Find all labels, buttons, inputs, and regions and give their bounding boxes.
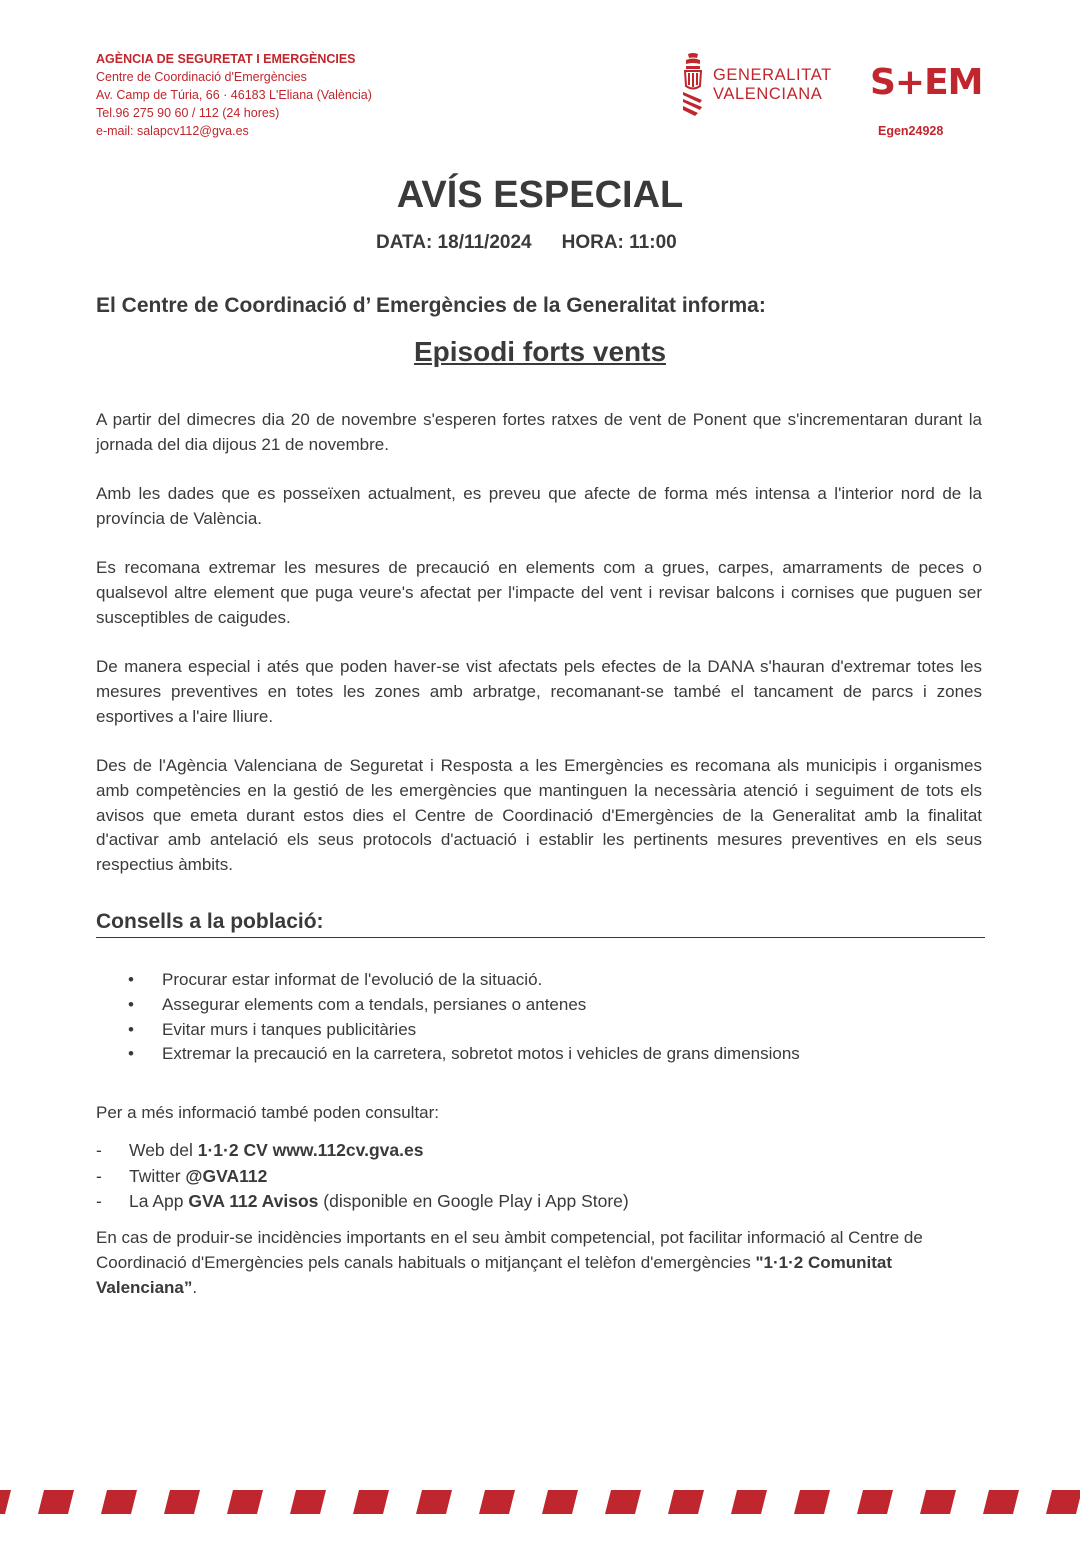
stripe-segment — [416, 1490, 452, 1514]
agency-email: e-mail: salapcv112@gva.es — [96, 124, 249, 138]
advice-list — [126, 968, 800, 1067]
episode-title: Episodi forts vents — [413, 336, 667, 367]
paragraph: De manera especial i atés que poden haver-se vist afectats pels efectes de la DANA s'hauran d'extremar totes les mesures preventives en totes les zones amb arbratge, recomanant-se també el tancament de parcs i zones esportives a l'aire lliure. — [96, 657, 982, 726]
web-link[interactable]: 1·1·2 CV www.112cv.gva.es — [197, 1140, 424, 1160]
document-code: Egen24928 — [878, 124, 944, 138]
paragraph: Amb les dades que es posseïxen actualment, es preveu que afecte de forma més intensa a l'interior nord de la província de València. — [96, 484, 982, 528]
date-time-line — [376, 232, 677, 254]
app-name: GVA 112 Avisos — [188, 1191, 319, 1211]
stripe-segment — [857, 1490, 893, 1514]
closing-text: En cas de produir-se incidències importants en el seu àmbit competencial, pot facilitar informació al Centre de Coordinació d'Emergències pels canals habituals o mitjançant el telèfon d'emergències — [96, 1228, 923, 1272]
list-item — [96, 1189, 629, 1215]
agency-name: AGÈNCIA DE SEGURETAT I EMERGÈNCIES — [96, 52, 356, 66]
paragraph: Des de l'Agència Valenciana de Seguretat i Resposta a les Emergències es recomana als municipis i organismes amb competències en la gestió de les emergències que mantinguen la necessària atenció i seguiment de tots els avisos que emeta durant estos dies el Centre de Coordinació d'Emergències de la Generalitat amb la finalitat d'activar amb antelació els seus protocols d'actuació i establir les pertinents mesures preventives en els seus respectius àmbits. — [96, 755, 982, 875]
stripe-segment — [794, 1490, 830, 1514]
link-prefix: Web del — [129, 1140, 198, 1160]
twitter-link[interactable]: @GVA112 — [185, 1165, 268, 1186]
advice-item: Extremar la precaució en la carretera, sobretot motos i vehicles de grans dimensions — [162, 1044, 800, 1064]
stripe-segment — [983, 1490, 1019, 1514]
stripe-segment — [731, 1490, 767, 1514]
stripe-segment — [605, 1490, 641, 1514]
advice-item: Evitar murs i tanques publicitàries — [162, 1019, 417, 1039]
info-links-list — [96, 1138, 629, 1215]
bullet-icon: • — [128, 1044, 134, 1064]
stripe-segment — [0, 1490, 11, 1514]
stripe-segment — [290, 1490, 326, 1514]
dash-icon: - — [96, 1191, 102, 1211]
stripe-segment — [101, 1490, 137, 1514]
bullet-icon: • — [128, 994, 134, 1014]
warning-stripe — [0, 1488, 1080, 1516]
advice-heading: Consells a la població: — [96, 910, 985, 938]
stripe-segment — [920, 1490, 956, 1514]
intro-heading: El Centre de Coordinació d’ Emergències de la Generalitat informa: — [96, 294, 766, 317]
stripe-segment — [668, 1490, 704, 1514]
list-item — [126, 968, 800, 993]
stripe-segment — [164, 1490, 200, 1514]
list-item — [96, 1138, 629, 1164]
link-suffix: (disponible en Google Play i App Store) — [318, 1191, 629, 1211]
link-prefix: La App — [129, 1191, 189, 1211]
advice-item: Assegurar elements com a tendals, persianes o antenes — [162, 994, 587, 1014]
stripe-segment — [479, 1490, 515, 1514]
bullet-icon: • — [128, 970, 134, 989]
center-name: Centre de Coordinació d'Emergències — [96, 70, 307, 84]
closing-end: . — [192, 1277, 198, 1297]
stripe-segment — [1046, 1490, 1080, 1514]
paragraph: Es recomana extremar les mesures de precaució en elements com a grues, carpes, amarraments de peces o qualsevol altre element que puga veure's afectat per l'impacte del vent i revisar balcons i cornises que puguen ser susceptibles de caigudes. — [96, 558, 982, 627]
emergency-number: "1·1·2 Comunitat Valenciana” — [96, 1252, 892, 1297]
link-prefix: Twitter — [129, 1165, 186, 1186]
stripe-segment — [227, 1490, 263, 1514]
generalitat-logo — [680, 52, 832, 118]
advice-item: Procurar estar informat de l'evolució de la situació. — [162, 970, 543, 989]
dash-icon: - — [96, 1165, 102, 1186]
dash-icon: - — [96, 1140, 102, 1160]
agency-phone: Tel.96 275 90 60 / 112 (24 hores) — [96, 106, 280, 120]
list-item — [96, 1164, 629, 1190]
sem-logo: S+EM — [870, 62, 983, 103]
page-title: AVÍS ESPECIAL — [396, 174, 684, 216]
generalitat-line1: GENERALITAT — [713, 66, 832, 84]
stripe-segment — [353, 1490, 389, 1514]
generalitat-line2: VALENCIANA — [713, 85, 823, 103]
date-label: DATA: 18/11/2024 — [376, 232, 532, 253]
list-item — [126, 993, 800, 1018]
agency-address: Av. Camp de Túria, 66 · 46183 L'Eliana (València) — [96, 88, 372, 102]
stripe-segment — [542, 1490, 578, 1514]
time-label: HORA: 11:00 — [561, 232, 677, 253]
list-item — [126, 1018, 800, 1043]
stripe-segment — [38, 1490, 74, 1514]
bullet-icon: • — [128, 1019, 134, 1039]
body-paragraphs — [96, 408, 982, 902]
paragraph: A partir del dimecres dia 20 de novembre s'esperen fortes ratxes de vent de Ponent que s'incrementaran durant la jornada del dia dijous 21 de novembre. — [96, 410, 982, 454]
generalitat-emblem-icon — [680, 52, 706, 118]
agency-header — [96, 50, 372, 140]
more-info-label: Per a més informació també poden consultar: — [96, 1103, 440, 1122]
list-item — [126, 1042, 800, 1067]
closing-paragraph — [96, 1226, 982, 1300]
